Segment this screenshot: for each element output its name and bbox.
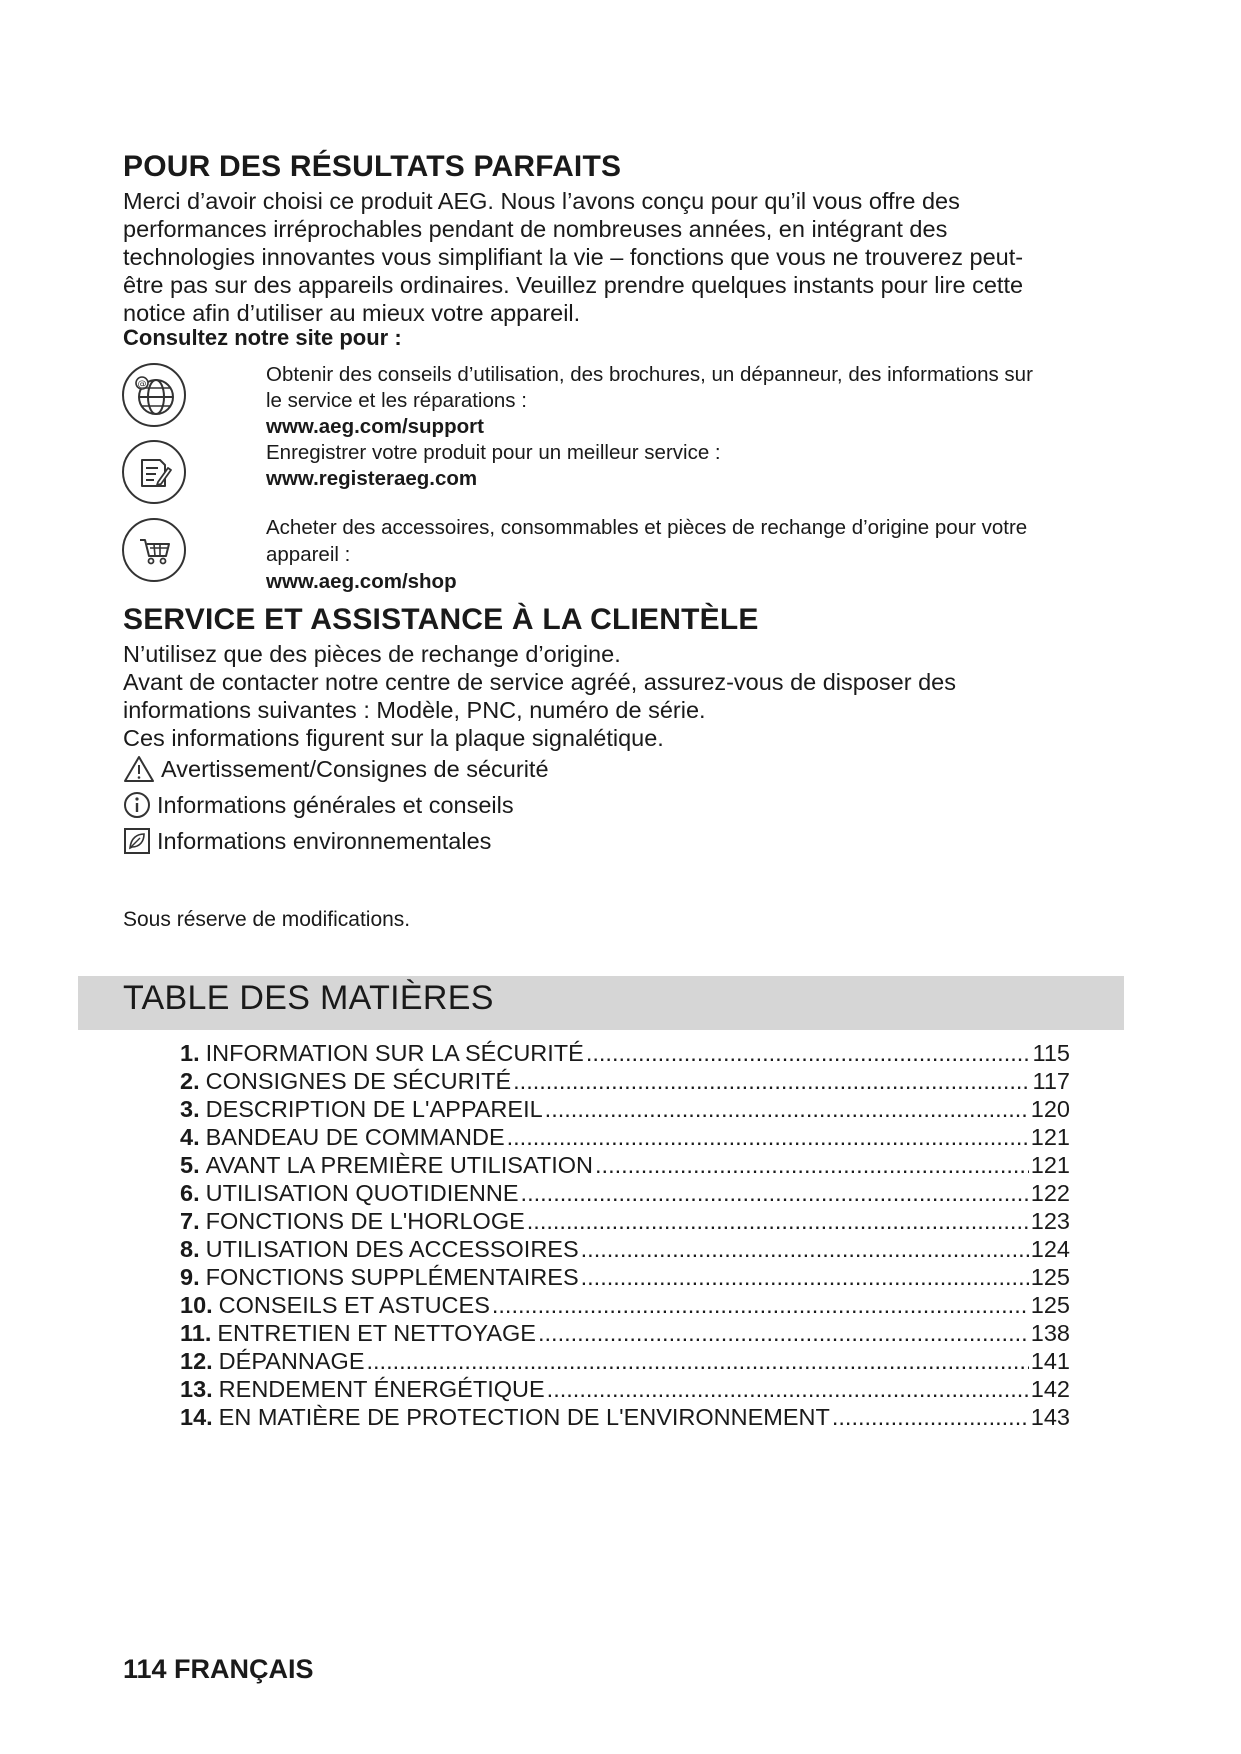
toc-item-number: 2. [180,1068,200,1094]
service-paragraph [123,640,1123,752]
toc-item[interactable] [180,1067,1070,1095]
register-link[interactable]: www.registeraeg.com [266,467,478,490]
support-link[interactable]: www.aeg.com/support [266,415,484,438]
intro-line: technologies innovantes vous simplifiant la vie – fonctions que vous ne trouverez peut- [123,244,1024,270]
link-shop [266,514,1126,595]
toc-item-number: 5. [180,1152,200,1178]
legend-warning [123,755,549,783]
toc-item-page: 122 [1030,1180,1070,1206]
intro-line: être pas sur des appareils ordinaires. Veuillez prendre quelques instants pour lire cette [123,272,1024,298]
intro-paragraph [123,187,1123,327]
toc-item[interactable] [180,1095,1070,1123]
toc-item[interactable] [180,1347,1070,1375]
toc-item-number: 12. [180,1348,213,1374]
service-line: Avant de contacter notre centre de service agréé, assurez-vous de disposer des [123,669,956,695]
toc-item-page: 138 [1030,1320,1070,1346]
toc-item[interactable] [180,1375,1070,1403]
toc-leader-dots [586,1039,1031,1067]
toc-item-page: 124 [1030,1236,1070,1262]
toc-leader-dots [513,1067,1030,1095]
toc-item-page: 121 [1030,1152,1070,1178]
toc-item-title: INFORMATION SUR LA SÉCURITÉ [205,1040,584,1066]
leaf-icon [123,827,151,855]
toc-item[interactable] [180,1235,1070,1263]
toc-list [180,1039,1070,1431]
toc-leader-dots [832,1403,1029,1431]
toc-leader-dots [581,1235,1029,1263]
toc-item-title: CONSEILS ET ASTUCES [218,1292,490,1318]
toc-title: TABLE DES MATIÈRES [123,979,494,1017]
section-heading-service: SERVICE ET ASSISTANCE À LA CLIENTÈLE [123,603,759,636]
toc-item-number: 1. [180,1040,200,1066]
toc-leader-dots [521,1179,1029,1207]
toc-item[interactable] [180,1263,1070,1291]
toc-leader-dots [547,1375,1029,1403]
register-icon [122,440,186,504]
toc-item-title: BANDEAU DE COMMANDE [205,1124,505,1150]
toc-item-title: EN MATIÈRE DE PROTECTION DE L'ENVIRONNEMENT [218,1404,830,1430]
toc-item-page: 142 [1030,1376,1070,1402]
toc-item-title: AVANT LA PREMIÈRE UTILISATION [205,1152,594,1178]
toc-item-title: DÉPANNAGE [218,1348,365,1374]
toc-item[interactable] [180,1151,1070,1179]
toc-item[interactable] [180,1039,1070,1067]
link-text: appareil : [266,543,351,566]
intro-line: performances irréprochables pendant de nombreuses années, en intégrant des [123,216,948,242]
toc-item[interactable] [180,1179,1070,1207]
toc-leader-dots [507,1123,1029,1151]
toc-item-number: 7. [180,1208,200,1234]
toc-item-number: 3. [180,1096,200,1122]
toc-item-page: 120 [1030,1096,1070,1122]
toc-item-number: 14. [180,1404,213,1430]
toc-item[interactable] [180,1207,1070,1235]
toc-leader-dots [581,1263,1029,1291]
link-support [266,362,1126,440]
toc-item-page: 123 [1030,1208,1070,1234]
link-register [266,440,1126,492]
toc-item-number: 9. [180,1264,200,1290]
toc-item-number: 4. [180,1124,200,1150]
page-footer: 114 FRANÇAIS [123,1654,314,1684]
toc-item-title: RENDEMENT ÉNERGÉTIQUE [218,1376,545,1402]
modification-notice: Sous réserve de modifications. [123,908,411,931]
toc-item-page: 121 [1030,1124,1070,1150]
toc-item-title: FONCTIONS DE L'HORLOGE [205,1208,525,1234]
toc-leader-dots [595,1151,1029,1179]
info-icon [123,791,151,819]
link-text: le service et les réparations : [266,389,527,412]
intro-line: notice afin d’utiliser au mieux votre appareil. [123,300,581,326]
cart-icon [122,518,186,582]
link-text: Obtenir des conseils d’utilisation, des brochures, un dépanneur, des informations sur [266,363,1033,386]
toc-leader-dots [367,1347,1029,1375]
toc-item[interactable] [180,1123,1070,1151]
legend-label: Avertissement/Consignes de sécurité [161,755,549,782]
legend-environment [123,827,491,855]
toc-item-title: UTILISATION QUOTIDIENNE [205,1180,519,1206]
section-heading-results: POUR DES RÉSULTATS PARFAITS [123,150,622,183]
toc-leader-dots [492,1291,1029,1319]
legend-info [123,791,514,819]
warning-icon [123,755,155,783]
toc-item-number: 13. [180,1376,213,1402]
toc-item-page: 141 [1030,1348,1070,1374]
toc-item[interactable] [180,1403,1070,1431]
toc-item-page: 115 [1032,1040,1070,1066]
toc-item-title: DESCRIPTION DE L'APPAREIL [205,1096,543,1122]
svg-text:@: @ [137,379,147,390]
toc-item-page: 125 [1030,1264,1070,1290]
link-text: Acheter des accessoires, consommables et pièces de rechange d’origine pour votre [266,516,1028,539]
toc-item[interactable] [180,1319,1070,1347]
legend-label: Informations générales et conseils [157,791,514,818]
toc-item-number: 8. [180,1236,200,1262]
visit-label: Consultez notre site pour : [123,325,402,350]
toc-item-title: CONSIGNES DE SÉCURITÉ [205,1068,512,1094]
toc-item-page: 117 [1032,1068,1070,1094]
toc-item-number: 10. [180,1292,213,1318]
toc-leader-dots [527,1207,1029,1235]
toc-item-page: 143 [1030,1404,1070,1430]
legend-label: Informations environnementales [157,827,492,854]
toc-item-title: UTILISATION DES ACCESSOIRES [205,1236,579,1262]
toc-item-number: 11. [180,1320,212,1346]
intro-line: Merci d’avoir choisi ce produit AEG. Nous l’avons conçu pour qu’il vous offre des [123,188,960,214]
service-line: informations suivantes : Modèle, PNC, numéro de série. [123,697,706,723]
service-line: Ces informations figurent sur la plaque signalétique. [123,725,664,751]
globe-icon [122,363,186,427]
toc-item-page: 125 [1030,1292,1070,1318]
toc-leader-dots [545,1095,1029,1123]
toc-item-number: 6. [180,1180,200,1206]
service-line: N’utilisez que des pièces de rechange d’origine. [123,641,621,667]
toc-item[interactable] [180,1291,1070,1319]
shop-link[interactable]: www.aeg.com/shop [266,570,457,593]
toc-item-title: FONCTIONS SUPPLÉMENTAIRES [205,1264,579,1290]
toc-leader-dots [538,1319,1029,1347]
link-text: Enregistrer votre produit pour un meilleur service : [266,441,721,464]
toc-item-title: ENTRETIEN ET NETTOYAGE [217,1320,536,1346]
